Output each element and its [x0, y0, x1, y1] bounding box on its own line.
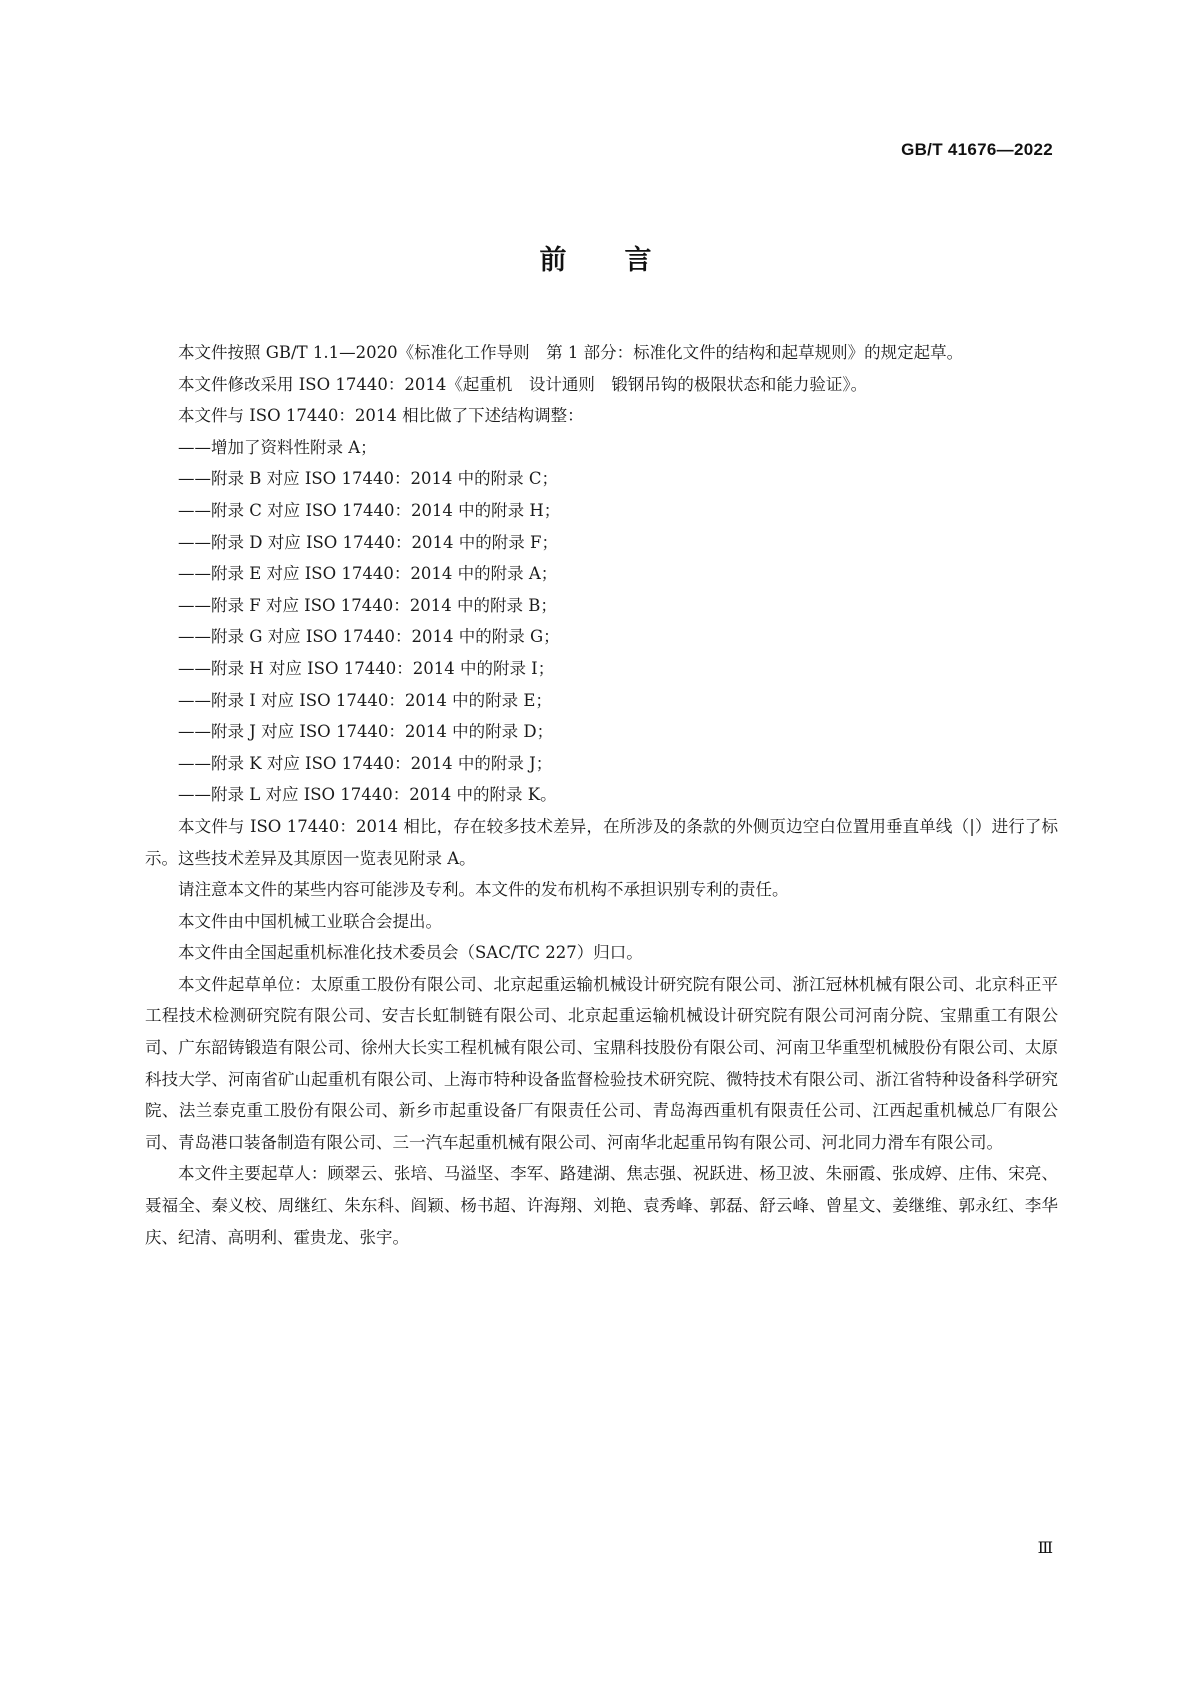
document-body	[145, 337, 1058, 1253]
list-item: ——附录 J 对应 ISO 17440：2014 中的附录 D；	[178, 722, 554, 742]
technical-difference-paragraph: 本文件与 ISO 17440：2014 相比，存在较多技术差异，在所涉及的条款的外侧页边空白位置用垂直单线（|）进行了标示。这些技术差异及其原因一览表见附录 A。	[145, 816, 1058, 868]
list-item: ——附录 C 对应 ISO 17440：2014 中的附录 H；	[178, 500, 561, 520]
drafting-units-paragraph: 本文件起草单位：太原重工股份有限公司、北京起重运输机械设计研究院有限公司、浙江冠林机械有限公司、北京科正平工程技术检测研究院有限公司、安吉长虹制链有限公司、北京起重运输机械设计研究院有限公司河南分院、宝鼎重工有限公司、广东韶铸锻造有限公司、徐州大长实工程机械有限公司、宝鼎科技股份有限公司、河南卫华重型机械股份有限公司、太原科技大学、河南省矿山起重机有限公司、上海市特种设备监督检验技术研究院、微特技术有限公司、浙江省特种设备科学研究院、法兰泰克重工股份有限公司、新乡市起重设备厂有限责任公司、青岛海西重机有限责任公司、江西起重机械总厂有限公司、青岛港口装备制造有限公司、三一汽车起重机械有限公司、河南华北起重吊钩有限公司、河北同力滑车有限公司。	[145, 974, 1058, 1152]
intro-paragraph-structure: 本文件与 ISO 17440：2014 相比做了下述结构调整：	[178, 406, 584, 426]
list-item: ——附录 G 对应 ISO 17440：2014 中的附录 G；	[178, 627, 560, 647]
list-item: ——附录 E 对应 ISO 17440：2014 中的附录 A；	[178, 564, 558, 584]
administrator-paragraph: 本文件由全国起重机标准化技术委员会（SAC/TC 227）归口。	[178, 943, 643, 963]
page-number: Ⅲ	[1037, 1538, 1053, 1557]
list-item: ——附录 B 对应 ISO 17440：2014 中的附录 C；	[178, 469, 559, 489]
list-item: ——增加了资料性附录 A；	[178, 437, 377, 457]
list-item: ——附录 L 对应 ISO 17440：2014 中的附录 K。	[178, 785, 557, 805]
list-item: ——附录 K 对应 ISO 17440：2014 中的附录 J；	[178, 753, 553, 773]
list-item: ——附录 D 对应 ISO 17440：2014 中的附录 F；	[178, 532, 558, 552]
drafters-paragraph: 本文件主要起草人：顾翠云、张培、马溢坚、李军、路建湖、焦志强、祝跃进、杨卫波、朱丽霞、张成婷、庄伟、宋亮、聂福全、秦义校、周继红、朱东科、阎颖、杨书超、许海翔、刘艳、袁秀峰、郭磊、舒云峰、曾星文、姜继维、郭永红、李华庆、纪清、高明利、霍贵龙、张宇。	[145, 1164, 1058, 1247]
structure-adjustment-list	[145, 432, 1058, 811]
list-item: ——附录 H 对应 ISO 17440：2014 中的附录 I；	[178, 658, 555, 678]
patent-notice-paragraph: 请注意本文件的某些内容可能涉及专利。本文件的发布机构不承担识别专利的责任。	[178, 880, 789, 900]
intro-paragraph-adoption: 本文件修改采用 ISO 17440：2014《起重机 设计通则 锻钢吊钩的极限状态和能力验证》。	[178, 374, 868, 394]
page-title: 前言	[539, 245, 710, 276]
standard-code: GB/T 41676—2022	[901, 140, 1053, 159]
list-item: ——附录 F 对应 ISO 17440：2014 中的附录 B；	[178, 595, 557, 615]
proposer-paragraph: 本文件由中国机械工业联合会提出。	[178, 911, 442, 931]
list-item: ——附录 I 对应 ISO 17440：2014 中的附录 E；	[178, 690, 552, 710]
intro-paragraph-basis: 本文件按照 GB/T 1.1—2020《标准化工作导则 第 1 部分：标准化文件的结构和起草规则》的规定起草。	[178, 343, 964, 362]
